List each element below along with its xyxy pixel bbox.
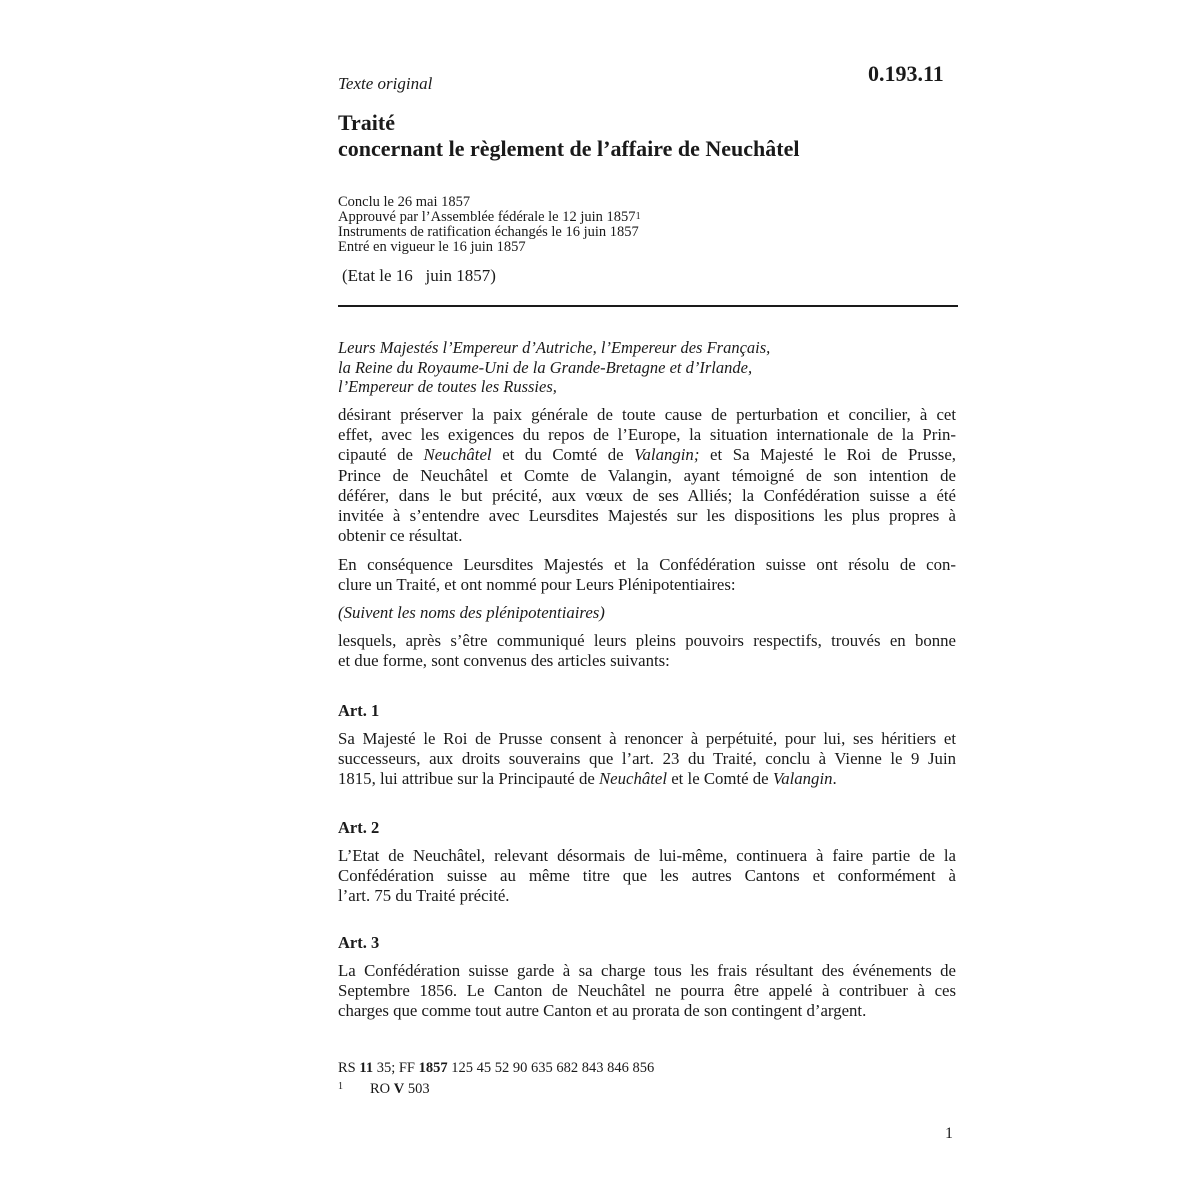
footnote-mark: 1 — [338, 1081, 343, 1092]
meta-ratification: Instruments de ratification échangés le 16 juin 1857 — [338, 224, 639, 240]
footnote-1: 1 RO V 503 — [338, 1081, 430, 1097]
article-1-heading: Art. 1 — [338, 701, 380, 720]
status-date: (Etat le 16 juin 1857) — [342, 266, 496, 285]
title-line-2: concernant le règlement de l’affaire de Neuchâtel — [338, 136, 800, 161]
article-3-text: La Confédération suisse garde à sa charge tous les frais résultant des événements de Septembre 1856. Le Canton de Neuchâtel ne pourra être appelé à contribuer à ces charges que comme tout autre Canton et au prorata de son contingent d’argent. — [338, 961, 956, 1021]
preamble-line-2: la Reine du Royaume-Uni de la Grande-Bretagne et d’Irlande, — [338, 357, 753, 377]
meta-in-force: Entré en vigueur le 16 juin 1857 — [338, 239, 526, 255]
header-divider — [338, 305, 958, 307]
title-line-1: Traité — [338, 110, 396, 135]
article-2-heading: Art. 2 — [338, 818, 380, 837]
meta-approved-line — [338, 210, 641, 225]
page-number: 1 — [945, 1125, 953, 1142]
article-1-text: Sa Majesté le Roi de Prusse consent à renoncer à perpétuité, pour lui, ses héritiers et successeurs, aux droits souverains que l’art. 23 du Traité, conclu à Vienne le 9 Juin 1815, lui attribue sur la Principauté de Neuchâtel et le Comté de Valangin. — [338, 729, 956, 789]
article-2-text: L’Etat de Neuchâtel, relevant désormais de lui-même, continuera à faire partie de la Confédération suisse au même titre que les autres Cantons et conformément à l’art. 75 du Traité précité. — [338, 846, 956, 906]
preamble-line-3: l’Empereur de toutes les Russies, — [338, 377, 557, 396]
treaty-metadata — [338, 195, 641, 255]
preamble — [338, 338, 958, 397]
document-title — [338, 110, 799, 162]
paragraph-1: désirant préserver la paix générale de toute cause de perturbation et concilier, à cet effet, avec les exigences du repos de l’Europe, la situation internationale de la Prin- cipauté de Neuchâtel et du Comté de Valangin; et Sa Majesté le Roi de Prusse, Prince de Neuchâtel et Comte de Valangin, ayant témoigné de son intention de déférer, dans le but précité, aux vœux de ses Alliés; la Confédération suisse a été invitée à s’entendre avec Leursdites Majestés sur les dispositions les plus propres à obtenir ce résultat. — [338, 405, 956, 546]
article-3-heading: Art. 3 — [338, 933, 380, 952]
sr-number: 0.193.11 — [868, 61, 944, 86]
plenipotentiaries-note: (Suivent les noms des plénipotentiaires) — [338, 603, 605, 622]
paragraph-2: En conséquence Leursdites Majestés et la Confédération suisse ont résolu de con- clure un Traité, et ont nommé pour Leurs Plénipotentiaires: — [338, 555, 956, 595]
footnote-ref-1: 1 — [635, 211, 641, 222]
paragraph-4: lesquels, après s’être communiqué leurs pleins pouvoirs respectifs, trouvés en bonne et due forme, sont convenus des articles suivants: — [338, 631, 956, 671]
original-text-label: Texte original — [338, 74, 433, 93]
preamble-line-1: Leurs Majestés l’Empereur d’Autriche, l’Empereur des Français, — [338, 338, 771, 357]
footer-references: RS 11 35; FF 1857 125 45 52 90 635 682 843 846 856 — [338, 1060, 655, 1076]
meta-approved: Approuvé par l’Assemblée fédérale le 12 juin 1857 — [338, 209, 636, 225]
meta-concluded: Conclu le 26 mai 1857 — [338, 194, 471, 210]
